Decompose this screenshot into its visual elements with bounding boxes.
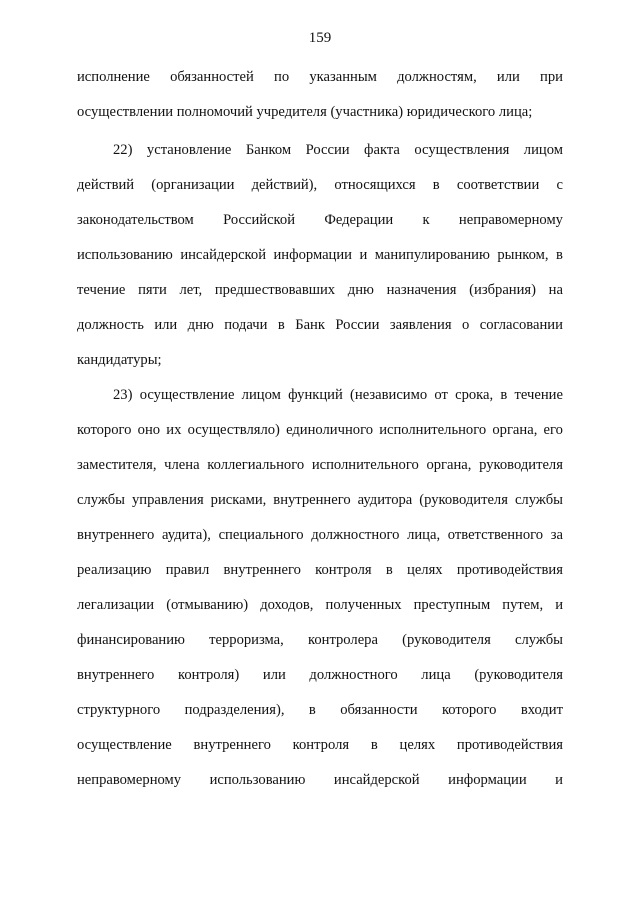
word: о [462,317,470,333]
text-line [77,421,563,439]
word: в [500,387,508,403]
word: (независимо [350,387,428,403]
word: в [370,737,378,753]
word: осуществляло) [187,422,280,438]
word: контроля [292,737,350,753]
text-line [77,316,563,334]
text-line [77,281,563,299]
text-line: кандидатуры; [77,352,162,368]
word: целях [399,737,436,753]
text-line [77,771,563,789]
word: (руководителя [402,632,491,648]
word: лица [421,667,451,683]
word: относящихся [334,177,416,193]
word: или [154,317,178,333]
word: внутреннего [77,667,155,683]
word: внутреннего [77,527,155,543]
word: информации [448,772,527,788]
word: коллегиального [207,457,305,473]
word: оно [137,422,161,438]
word: предшествовавших [214,282,336,298]
word: структурного [77,702,161,718]
text-line [113,141,563,159]
word: противодействия [456,562,563,578]
word: действий [77,177,135,193]
word: (избрания) [469,282,536,298]
word: в [308,702,316,718]
word: Федерации [324,212,394,228]
word: функций [288,387,343,403]
word: в [432,177,440,193]
word: полученных [325,597,402,613]
text-line [77,246,563,264]
word: службы [514,492,563,508]
word: обязанности [340,702,418,718]
text-line [77,68,563,86]
word: инсайдерской [180,247,267,263]
word: лица, [407,527,441,543]
word: терроризма, [209,632,284,648]
word: или [496,69,520,85]
word: к [422,212,430,228]
word: легализации [77,597,155,613]
word: установление [146,142,232,158]
text-line [77,701,563,719]
word: заместителя, [77,457,157,473]
word: 23) [113,387,133,403]
word: рисками, [210,492,267,508]
word: назначения [386,282,457,298]
word: должностного [309,667,398,683]
word: в [556,247,563,263]
word: внутреннего [193,737,271,753]
word: контроля) [177,667,240,683]
word: на [548,282,563,298]
word: службы [77,492,125,508]
word: соответствии [456,177,540,193]
word: органа, [492,422,538,438]
word: России [335,317,380,333]
word: входит [520,702,563,718]
word: должностного [311,527,400,543]
word: осуществление [77,737,172,753]
word: лет, [179,282,203,298]
word: которого [441,702,497,718]
word: инсайдерской [333,772,420,788]
text-line [77,596,563,614]
word: манипулированию [374,247,490,263]
word: внутреннего [273,492,351,508]
word: или [262,667,286,683]
word: органа, [426,457,472,473]
word: и [555,597,563,613]
word: исполнение [77,69,150,85]
word: их [166,422,182,438]
word: неправомерному [77,772,182,788]
word: заявления [389,317,452,333]
text-line [77,631,563,649]
word: Банком [245,142,292,158]
word: в [277,317,285,333]
text-line [77,736,563,754]
word: и [555,772,563,788]
word: лицом [241,387,281,403]
text-line [77,456,563,474]
word: осуществление [139,387,235,403]
word: 22) [113,142,133,158]
word: по [274,69,290,85]
word: подачи [224,317,268,333]
word: рынком, [497,247,549,263]
word: дню [347,282,374,298]
word: преступным [413,597,491,613]
text-line [77,491,563,509]
text-line [77,176,563,194]
text-line [77,211,563,229]
word: (руководителя [419,492,508,508]
word: финансированию [77,632,185,648]
word: Банк [295,317,325,333]
word: исполнительного [379,422,487,438]
word: информации [273,247,352,263]
text-line [77,666,563,684]
word: в [385,562,393,578]
word: Российской [223,212,296,228]
word: дню [187,317,214,333]
word: должностям, [397,69,477,85]
word: доходов, [260,597,314,613]
word: (руководителя [474,667,563,683]
word: правил [165,562,210,578]
word: срока, [455,387,494,403]
word: члена [164,457,200,473]
word: течение [77,282,126,298]
text-line [113,386,563,404]
word: течение [514,387,563,403]
word: целях [407,562,443,578]
text-line: осуществлении полномочий учредителя (участника) юридического лица; [77,104,533,120]
word: (отмыванию) [166,597,249,613]
word: законодательством [77,212,194,228]
word: подразделения), [184,702,285,718]
word: специального [218,527,304,543]
word: аудита), [162,527,211,543]
word: использованию [77,247,173,263]
word: ответственного [447,527,544,543]
word: факта [364,142,400,158]
word: согласовании [479,317,563,333]
word: должность [77,317,144,333]
word: и [359,247,368,263]
word: с [556,177,563,193]
word: контроля [315,562,372,578]
word: службы [515,632,563,648]
word: использованию [209,772,306,788]
word: исполнительного [311,457,419,473]
word: его [543,422,563,438]
word: осуществления [414,142,510,158]
word: за [550,527,563,543]
word: противодействия [456,737,563,753]
page-number: 159 [308,30,332,46]
word: при [540,69,563,85]
word: аудитора [357,492,413,508]
word: действий), [251,177,318,193]
word: контролера [308,632,378,648]
word: неправомерному [458,212,563,228]
word: внутреннего [223,562,301,578]
word: обязанностей [170,69,254,85]
word: которого [77,422,132,438]
text-line [77,561,563,579]
word: России [305,142,350,158]
text-line [77,526,563,544]
word: пяти [138,282,167,298]
word: (организации [151,177,235,193]
word: от [434,387,448,403]
word: путем, [502,597,544,613]
word: указанным [309,69,377,85]
word: единоличного [286,422,373,438]
word: реализацию [77,562,152,578]
word: лицом [523,142,563,158]
word: руководителя [479,457,563,473]
word: управления [132,492,204,508]
